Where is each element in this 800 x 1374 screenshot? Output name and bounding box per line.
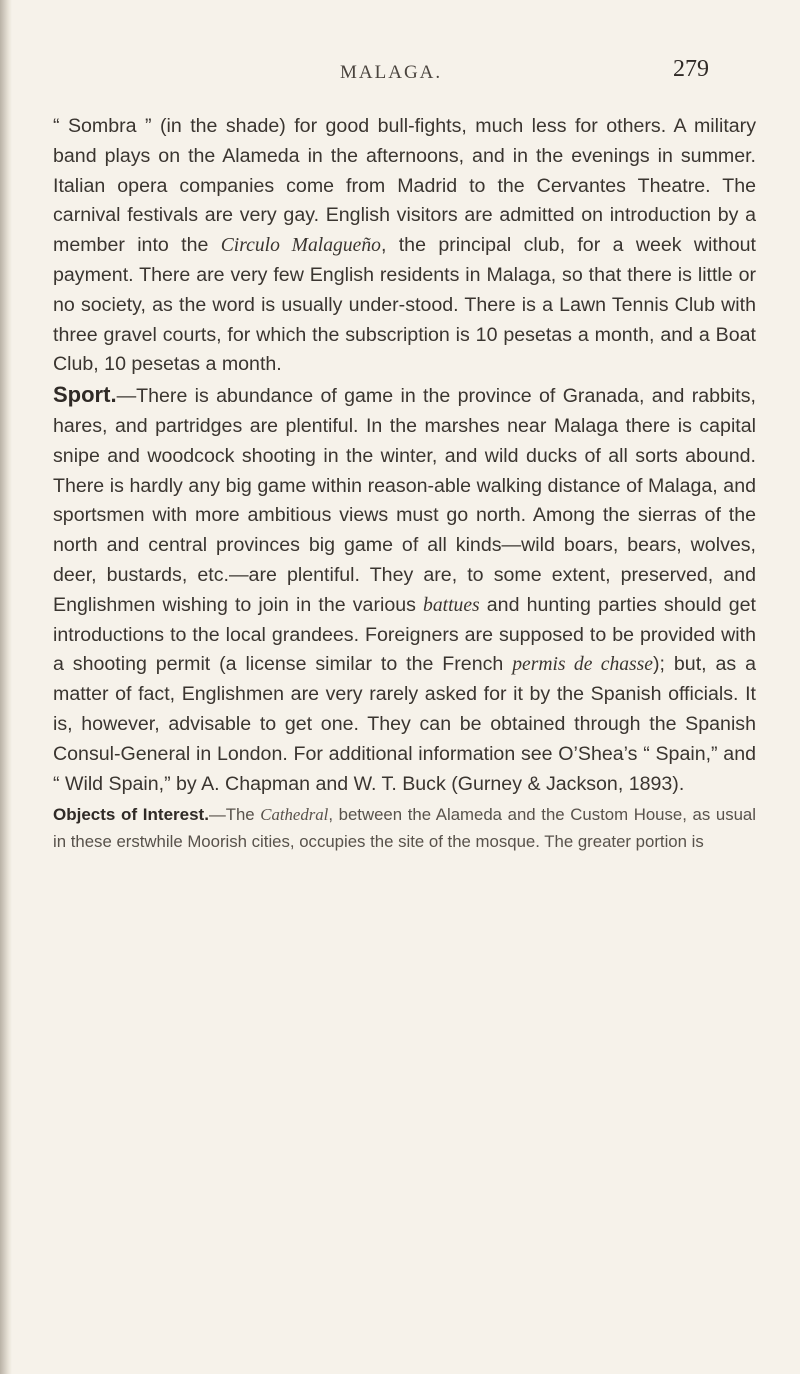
text-run: —There is abundance of game in the province of Granada, and rabbits, hares, and partridges are plentiful. In the marshes near Malaga there is capital snipe and woodcock shooting in the winter, and wild ducks of all sorts abound. There is hardly any big game within reason-able walking distance of Malaga, and sportsmen with more ambitious views must go north. Among the sierras of the north and central provinces big game of all kinds—wild boars, bears, wolves, deer, bustards, etc.—are plentiful. They are, to some extent, preserved, and Englishmen wishing to join in the various bbox=[53, 385, 756, 616]
italic-term: Circulo Malagueño bbox=[220, 235, 381, 257]
text-run: , the principal club, for a week without payment. There are very few English residents in Malaga, so that there is little or no society, as the word is usually under-stood. There is a Lawn Tennis Club with three gravel courts, for which the subscription is 10 pesetas a month, and a Boat Club, 10 pesetas a month. bbox=[53, 234, 756, 376]
body-text bbox=[53, 112, 756, 855]
page-number: 279 bbox=[673, 56, 709, 82]
section-heading-sport: Sport. bbox=[53, 382, 117, 408]
running-head: MALAGA. bbox=[340, 62, 443, 83]
text-run: “ Sombra ” (in the shade) for good bull-fights, much less for others. A military band plays on the Alameda in the afternoons, and in the evenings in summer. Italian opera companies come from Madrid to the Cervantes Theatre. The carnival festivals are very gay. English visitors are admitted on introduction by a member into the bbox=[53, 115, 756, 257]
paragraph-sport bbox=[53, 380, 756, 799]
italic-term: permis de chasse bbox=[512, 654, 654, 676]
section-heading-objects: Objects of Interest. bbox=[53, 805, 209, 825]
text-run: and hunting parties should get introductions to the local grandees. Foreigners are supposed to be provided with a shooting permit (a license similar to the French bbox=[53, 593, 757, 676]
italic-term: Cathedral bbox=[260, 805, 329, 825]
italic-term: battues bbox=[423, 594, 480, 616]
text-run: ); but, as a matter of fact, Englishmen are very rarely asked for it by the Spanish officials. It is, however, advisable to get one. They can be obtained through the Spanish Consul-General in London. For additional information see O’Shea’s “ Spain,” and “ Wild Spain,” by A. Chapman and W. T. Buck (Gurney & Jackson, 1893). bbox=[53, 653, 756, 795]
paragraph-objects-of-interest bbox=[53, 801, 756, 855]
text-run: —The bbox=[208, 805, 261, 825]
paragraph-entertainment bbox=[53, 112, 756, 380]
text-run: , between the Alameda and the Custom House, as usual in these erstwhile Moorish cities, occupies the site of the mosque. The greater portion is bbox=[53, 805, 756, 852]
